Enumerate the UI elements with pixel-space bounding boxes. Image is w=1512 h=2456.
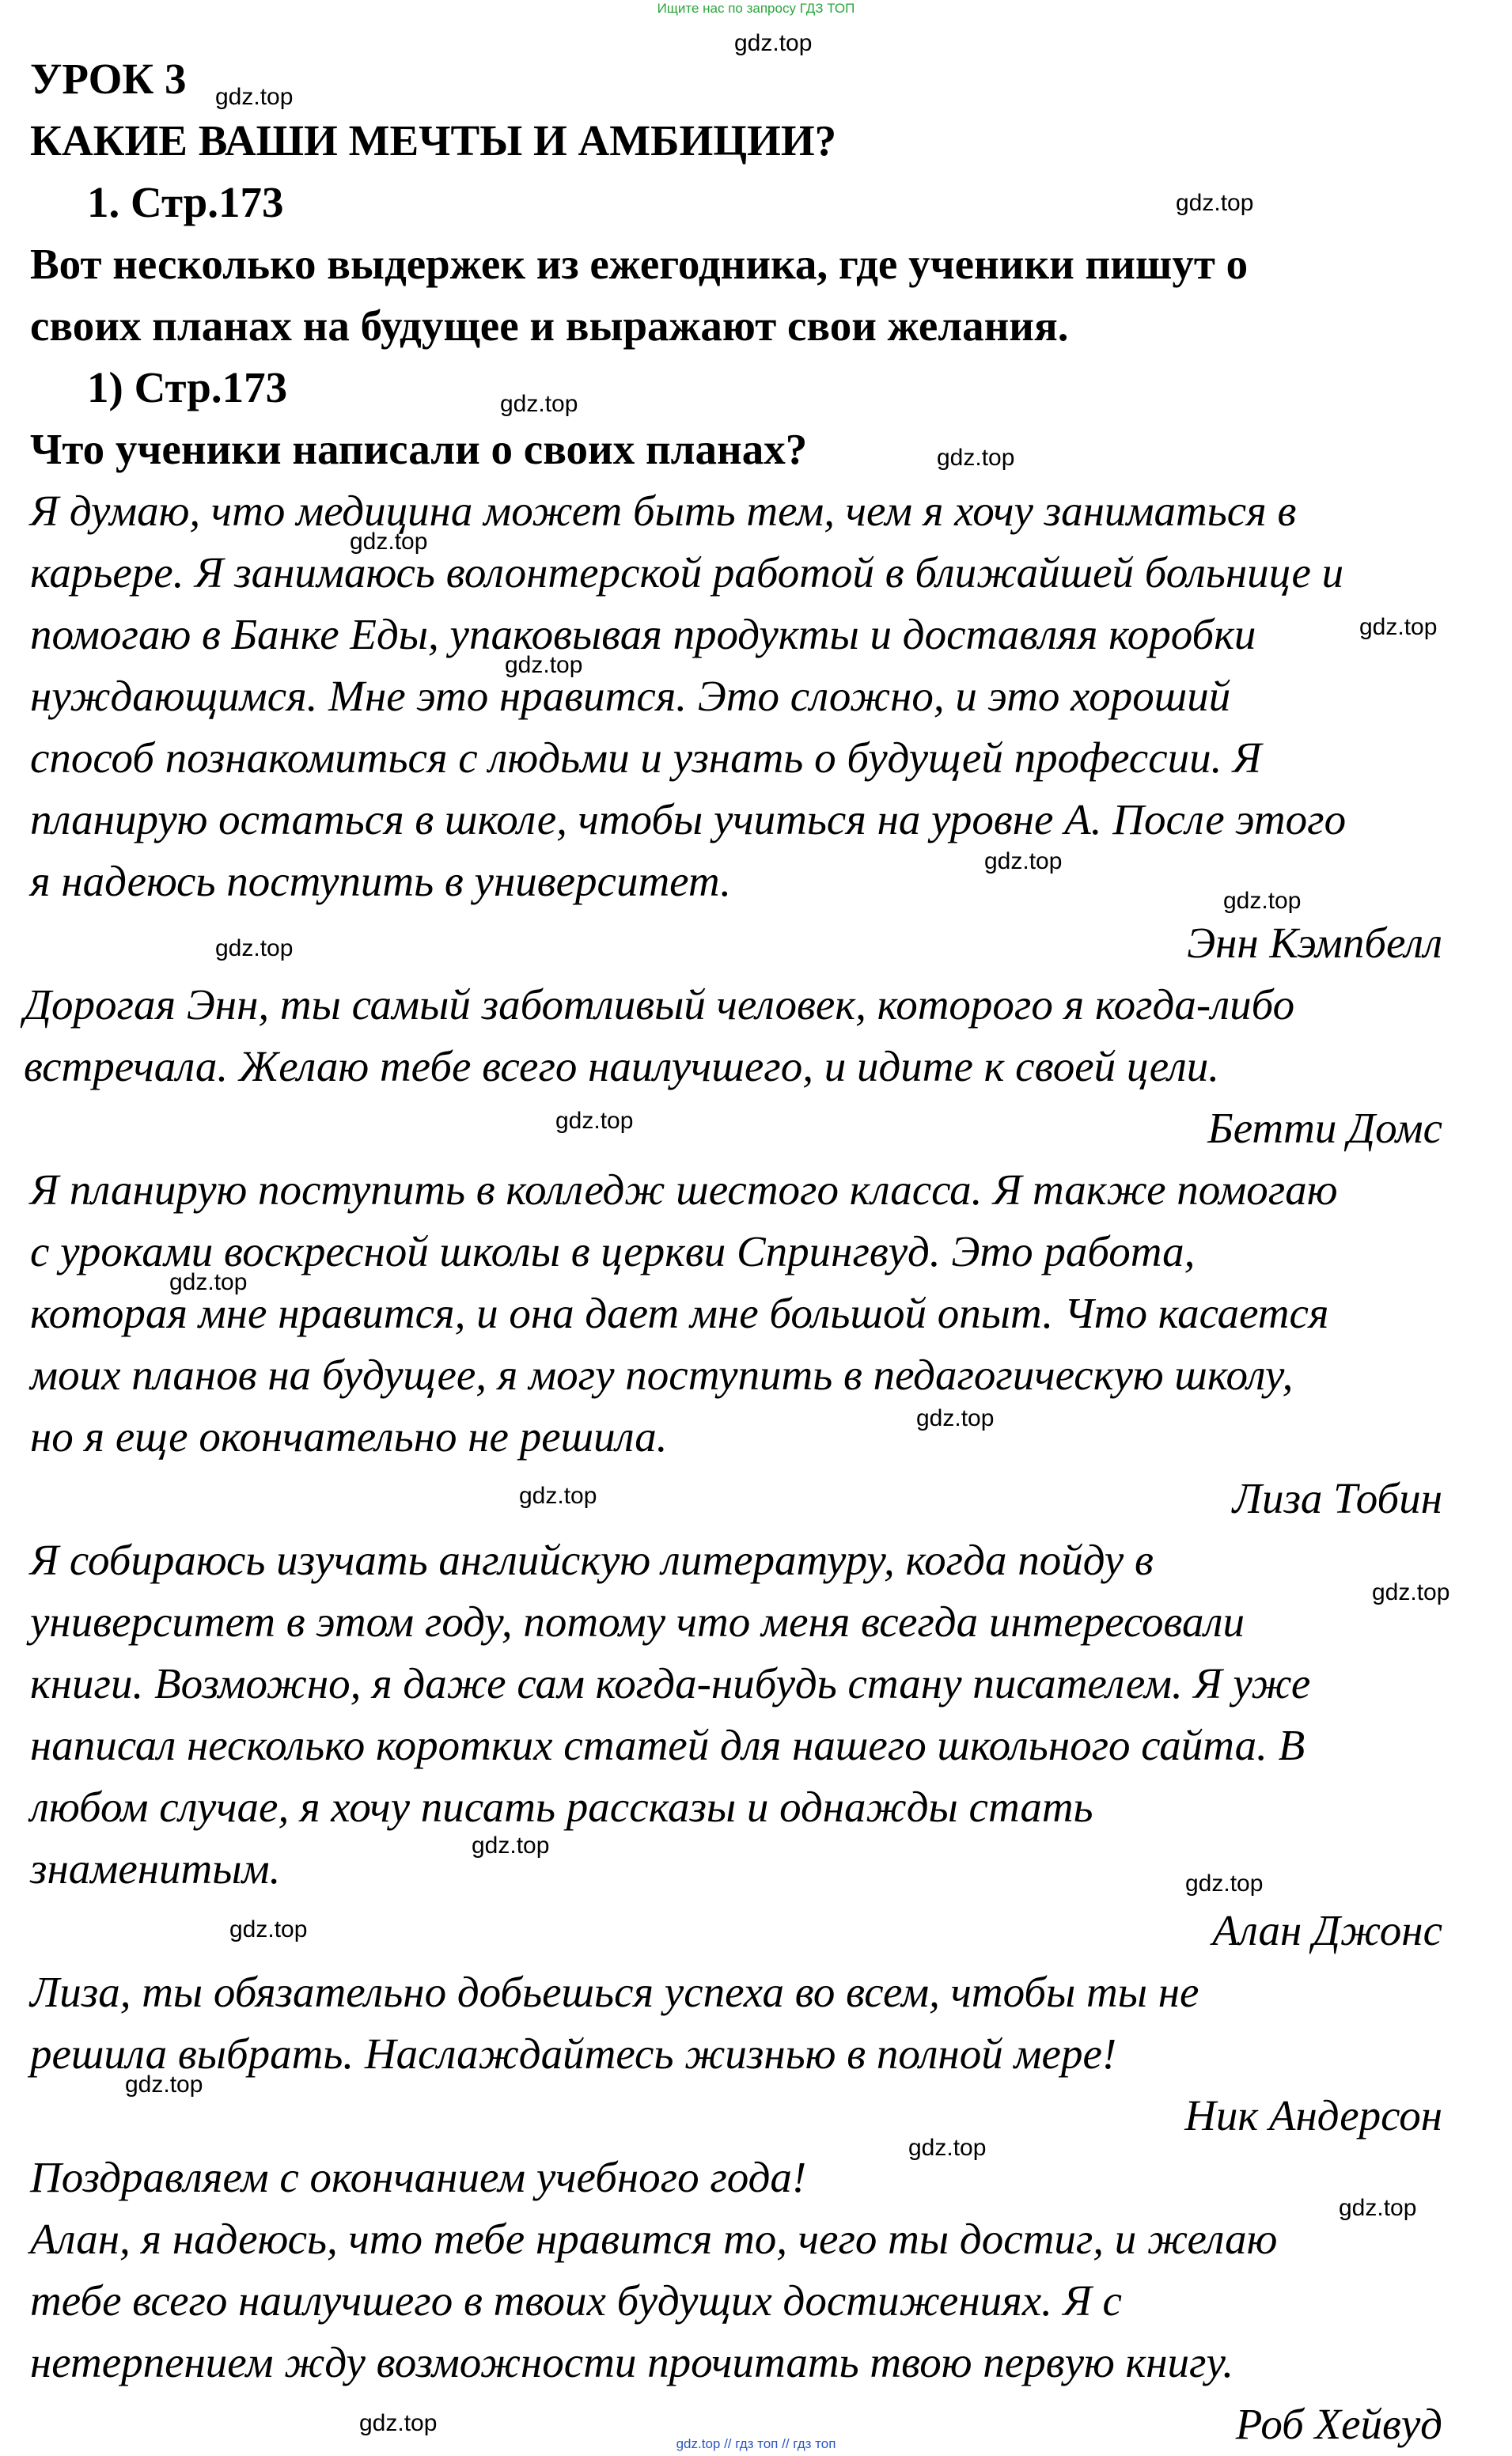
entry-line: помогаю в Банке Еды, упаковывая продукты и доставляя коробки [30, 610, 1256, 658]
entry-line: университет в этом году, потому что меня всегда интересовали [30, 1598, 1245, 1646]
top-note: Ищите нас по запросу ГДЗ ТОП [657, 1, 855, 16]
question-heading: Что ученики написали о своих планах? [30, 425, 808, 473]
entry-author: Ник Андерсон [1184, 2091, 1442, 2140]
watermark: gdz.top [1359, 614, 1438, 640]
watermark: gdz.top [1372, 1579, 1450, 1605]
entry-line: Я планирую поступить в колледж шестого класса. Я также помогаю [30, 1165, 1338, 1214]
entry-line: Алан, я надеюсь, что тебе нравится то, чего ты достиг, и желаю [30, 2215, 1278, 2263]
subtask-number: 1) Стр.173 [87, 363, 288, 411]
watermark: gdz.top [908, 2135, 987, 2161]
watermark: gdz.top [519, 1483, 597, 1509]
page-title: КАКИЕ ВАШИ МЕЧТЫ И АМБИЦИИ? [30, 116, 837, 165]
entry-line: Я думаю, что медицина может быть тем, чем я хочу заниматься в [30, 487, 1297, 535]
footer: gdz.top // гдз топ // гдз топ [676, 2436, 836, 2451]
entry-line: встречала. Желаю тебе всего наилучшего, и идите к своей цели. [24, 1042, 1220, 1090]
entry-line: написал несколько коротких статей для нашего школьного сайта. В [30, 1721, 1305, 1769]
lesson-heading: УРОК 3 [30, 55, 187, 103]
watermark: gdz.top [1176, 190, 1254, 216]
entry-line: Лиза, ты обязательно добьешься успеха во всем, чтобы ты не [30, 1968, 1199, 2016]
entry-line: моих планов на будущее, я могу поступить в педагогическую школу, [30, 1351, 1294, 1399]
watermark: gdz.top [734, 30, 813, 56]
watermark: gdz.top [359, 2410, 438, 2436]
task-text-line: своих планах на будущее и выражают свои желания. [30, 301, 1069, 350]
entry-author: Роб Хейвуд [1235, 2400, 1442, 2448]
entry-line: которая мне нравится, и она дает мне большой опыт. Что касается [30, 1289, 1329, 1337]
entry-line: решила выбрать. Наслаждайтесь жизнью в полной мере! [30, 2030, 1117, 2078]
entry-line: Поздравляем с окончанием учебного года! [30, 2153, 807, 2201]
watermark: gdz.top [555, 1108, 634, 1134]
watermark: gdz.top [1339, 2195, 1417, 2221]
entry-line: я надеюсь поступить в университет. [30, 857, 731, 905]
watermark: gdz.top [984, 848, 1063, 874]
entry-line: с уроками воскресной школы в церкви Спрингвуд. Это работа, [30, 1227, 1196, 1275]
entry-line: любом случае, я хочу писать рассказы и однажды стать [30, 1783, 1093, 1831]
entry-line: тебе всего наилучшего в твоих будущих достижениях. Я с [30, 2276, 1122, 2325]
entry-line: карьере. Я занимаюсь волонтерской работой в ближайшей больнице и [30, 548, 1344, 597]
watermark: gdz.top [350, 529, 428, 555]
entry-line: планирую остаться в школе, чтобы учиться на уровне А. После этого [30, 795, 1347, 843]
entry-author: Бетти Домс [1207, 1104, 1442, 1152]
entry-author: Алан Джонс [1212, 1906, 1442, 1954]
watermark: gdz.top [215, 84, 294, 110]
watermark: gdz.top [916, 1405, 995, 1431]
task-text-line: Вот несколько выдержек из ежегодника, где ученики пишут о [30, 240, 1249, 288]
entry-author: Лиза Тобин [1232, 1474, 1442, 1522]
entry-line: книги. Возможно, я даже сам когда-нибудь стану писателем. Я уже [30, 1659, 1311, 1707]
watermark: gdz.top [125, 2071, 203, 2098]
entry-line: нетерпением жду возможности прочитать твою первую книгу. [30, 2338, 1234, 2386]
watermark: gdz.top [505, 652, 583, 678]
entry-line: но я еще окончательно не решила. [30, 1412, 668, 1461]
watermark: gdz.top [229, 1916, 308, 1942]
entry-line: знаменитым. [30, 1844, 281, 1893]
watermark: gdz.top [1185, 1870, 1264, 1897]
watermark: gdz.top [1223, 888, 1302, 914]
watermark: gdz.top [472, 1833, 550, 1859]
entry-line: Я собираюсь изучать английскую литературу, когда пойду в [30, 1536, 1154, 1584]
watermark: gdz.top [169, 1269, 248, 1295]
watermark: gdz.top [500, 391, 578, 417]
entry-line: способ познакомиться с людьми и узнать о будущей профессии. Я [30, 733, 1262, 782]
entry-author: Энн Кэмпбелл [1187, 919, 1442, 967]
task-number: 1. Стр.173 [87, 178, 284, 226]
watermark: gdz.top [937, 445, 1015, 471]
entry-line: Дорогая Энн, ты самый заботливый человек, которого я когда-либо [24, 980, 1295, 1029]
watermark: gdz.top [215, 935, 294, 961]
entry-line: нуждающимся. Мне это нравится. Это сложно, и это хороший [30, 672, 1231, 720]
